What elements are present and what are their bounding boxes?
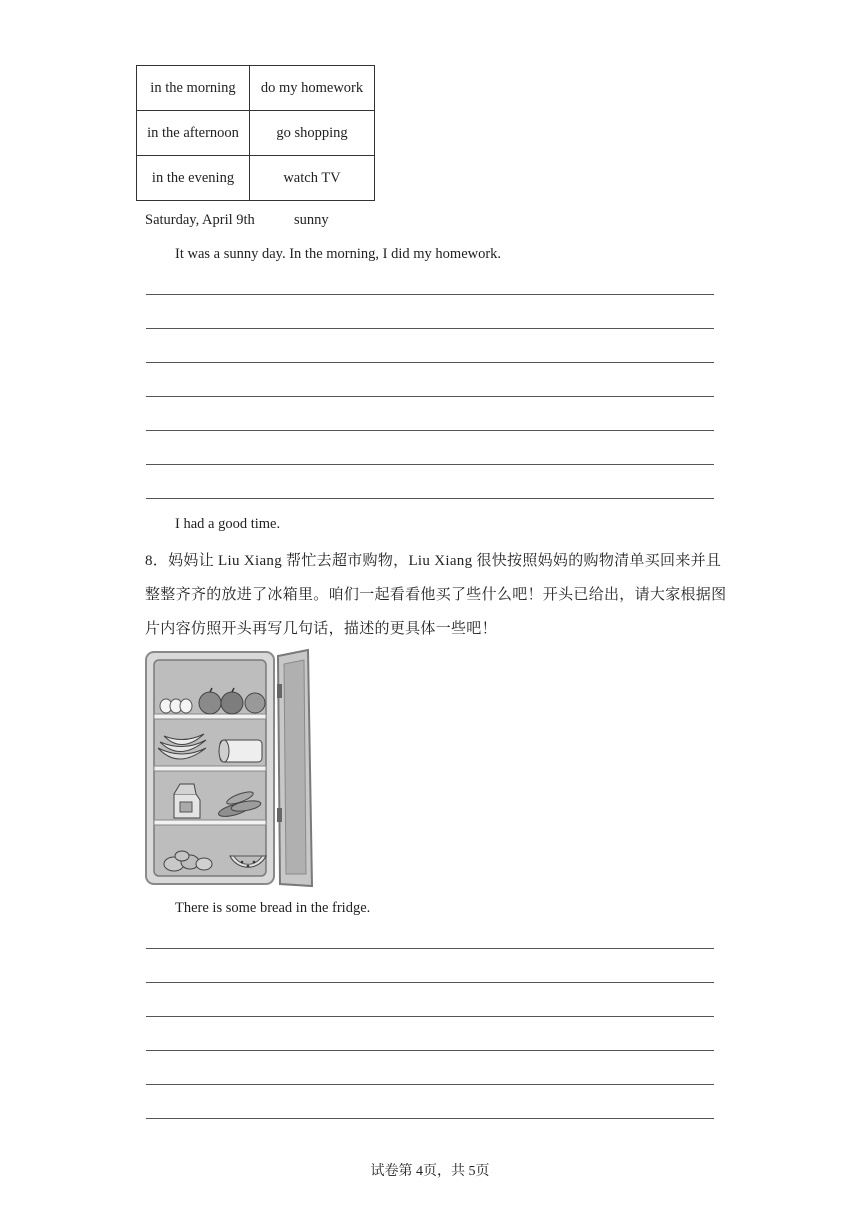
diary-weather: sunny (294, 212, 329, 228)
diary-opening-sentence: It was a sunny day. In the morning, I did my homework. (175, 246, 502, 262)
writing-line[interactable] (146, 430, 714, 431)
question-8-line-2: 整整齐齐的放进了冰箱里。咱们一起看看他买了些什么吧！开头已给出，请大家根据图 (145, 587, 727, 603)
fridge-illustration (144, 648, 314, 890)
writing-line[interactable] (146, 464, 714, 465)
fridge-opening-sentence: There is some bread in the fridge. (175, 900, 371, 916)
writing-line[interactable] (146, 498, 714, 499)
table-row (137, 156, 375, 201)
table-row (137, 66, 375, 111)
question-8-line-1 (145, 549, 721, 570)
table-cell-time: in the evening (137, 156, 250, 201)
table-row (137, 111, 375, 156)
writing-line[interactable] (146, 294, 714, 295)
table-cell-activity: do my homework (250, 66, 375, 111)
writing-line[interactable] (146, 1084, 714, 1085)
writing-line[interactable] (146, 1016, 714, 1017)
activity-table (136, 65, 375, 201)
eggs-icon (160, 699, 192, 713)
diary-date: Saturday, April 9th (145, 212, 255, 228)
cheese-icon (219, 740, 262, 762)
question-text: 妈妈让 Liu Xiang 帮忙去超市购物，Liu Xiang 很快按照妈妈的购物清单买回来并且 (168, 553, 722, 569)
table-cell-time: in the afternoon (137, 111, 250, 156)
writing-line[interactable] (146, 948, 714, 949)
writing-line[interactable] (146, 1050, 714, 1051)
table-cell-activity: watch TV (250, 156, 375, 201)
diary-closing-sentence: I had a good time. (175, 516, 281, 532)
writing-line[interactable] (146, 396, 714, 397)
question-number: 8． (145, 553, 169, 569)
writing-line[interactable] (146, 982, 714, 983)
writing-line[interactable] (146, 328, 714, 329)
writing-line[interactable] (146, 362, 714, 363)
table-cell-activity: go shopping (250, 111, 375, 156)
page-footer: 试卷第 4页，共 5页 (370, 1164, 490, 1179)
question-8-line-3: 片内容仿照开头再写几句话，描述的更具体一些吧！ (145, 621, 497, 637)
writing-line[interactable] (146, 1118, 714, 1119)
table-cell-time: in the morning (137, 66, 250, 111)
